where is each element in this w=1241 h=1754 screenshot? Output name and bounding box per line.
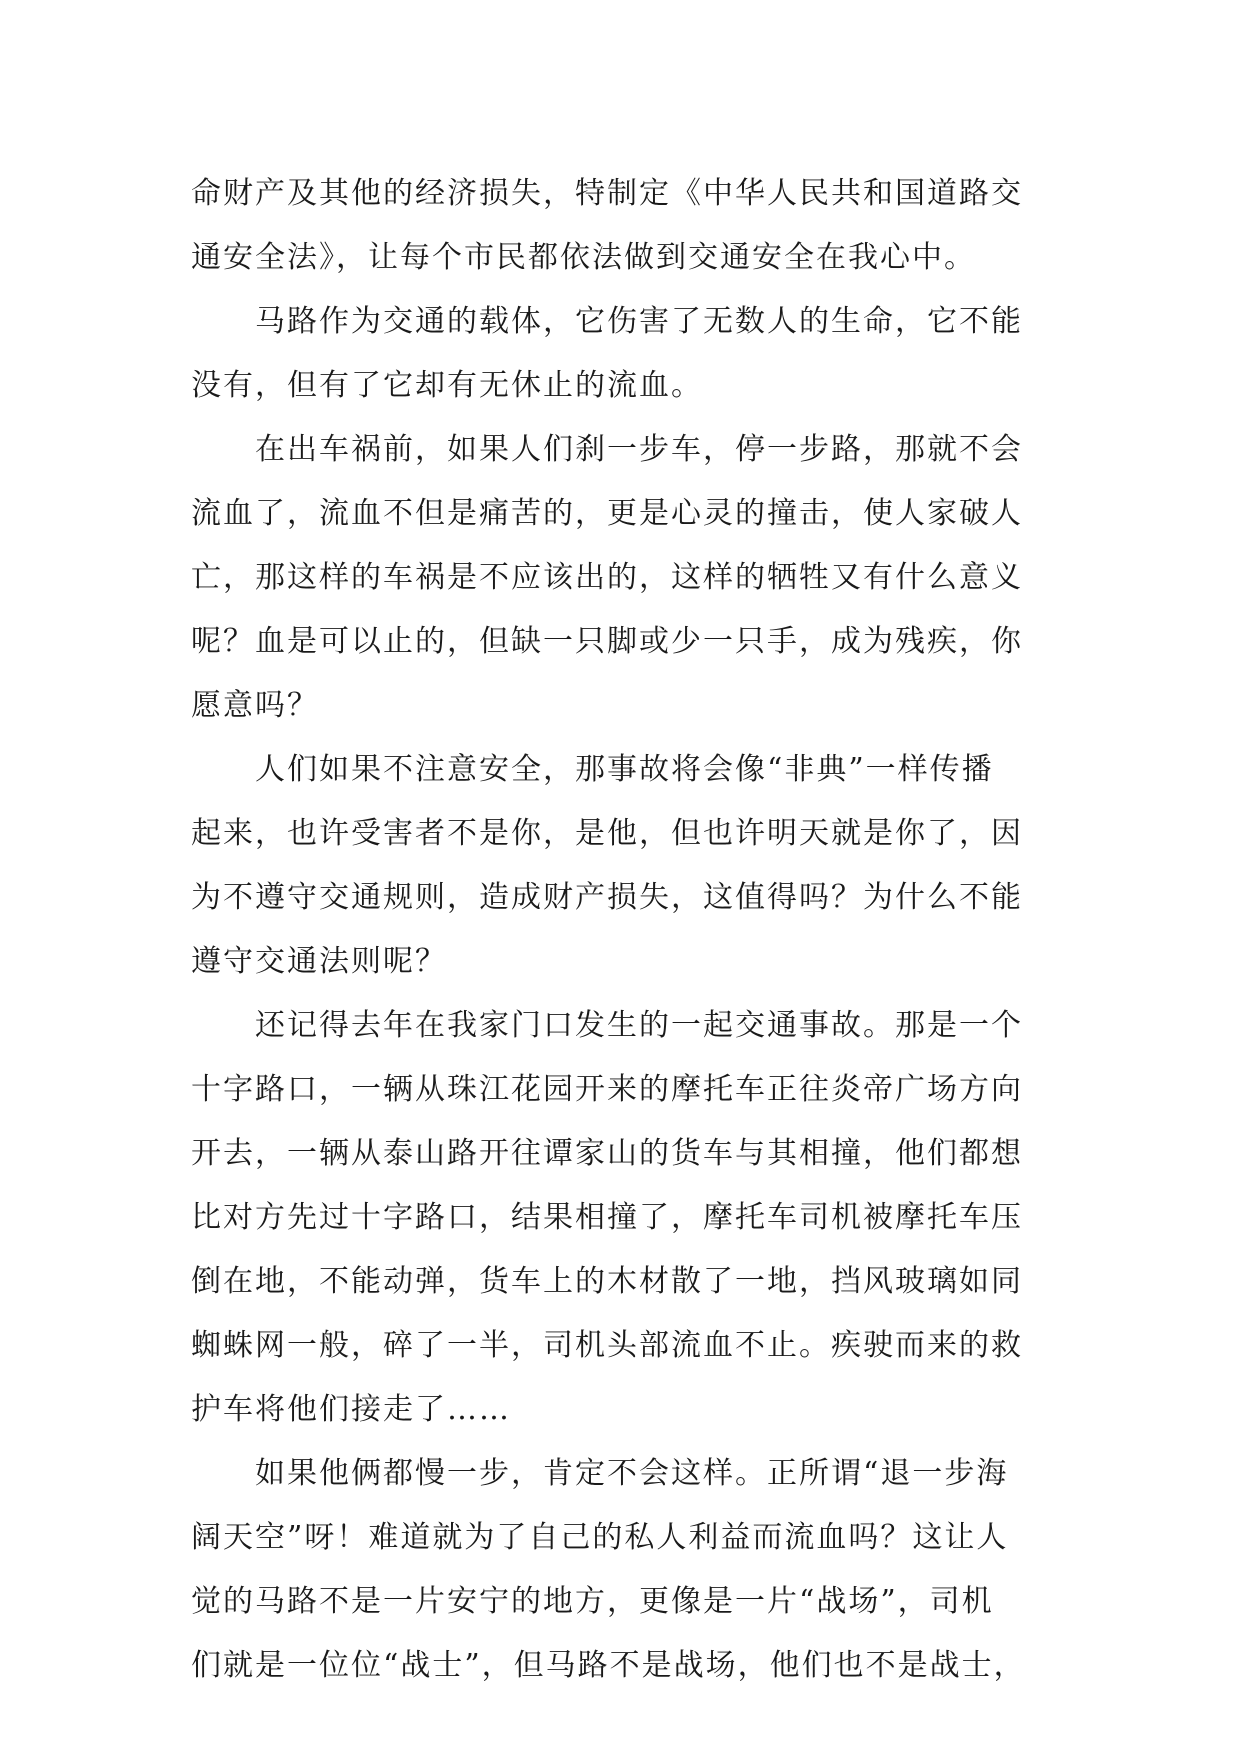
document-body-text <box>191 162 1051 1698</box>
text-line: 为不遵守交通规则，造成财产损失，这值得吗？为什么不能 <box>191 880 1023 915</box>
text-line: 命财产及其他的经济损失，特制定《中华人民共和国道路交 <box>191 176 1023 211</box>
text-line: 倒在地，不能动弹，货车上的木材散了一地，挡风玻璃如同 <box>191 1264 1023 1299</box>
text-line: 遵守交通法则呢？ <box>191 944 447 979</box>
text-line: 人们如果不注意安全，那事故将会像“非典”一样传播 <box>255 752 994 787</box>
text-line: 呢？血是可以止的，但缺一只脚或少一只手，成为残疾，你 <box>191 624 1023 659</box>
text-line: 起来，也许受害者不是你，是他，但也许明天就是你了，因 <box>191 816 1023 851</box>
text-line: 觉的马路不是一片安宁的地方，更像是一片“战场”，司机 <box>191 1584 994 1619</box>
text-line: 如果他俩都慢一步，肯定不会这样。正所谓“退一步海 <box>255 1456 1009 1491</box>
text-line: 阔天空”呀！难道就为了自己的私人利益而流血吗？这让人 <box>191 1520 1009 1555</box>
text-line: 流血了，流血不但是痛苦的，更是心灵的撞击，使人家破人 <box>191 496 1023 531</box>
text-line: 马路作为交通的载体，它伤害了无数人的生命，它不能 <box>255 304 1023 339</box>
text-line: 开去，一辆从泰山路开往谭家山的货车与其相撞，他们都想 <box>191 1136 1023 1171</box>
text-line: 护车将他们接走了…… <box>191 1392 511 1427</box>
text-line: 比对方先过十字路口，结果相撞了，摩托车司机被摩托车压 <box>191 1200 1023 1235</box>
text-line: 在出车祸前，如果人们刹一步车，停一步路，那就不会 <box>255 432 1023 467</box>
text-line: 十字路口，一辆从珠江花园开来的摩托车正往炎帝广场方向 <box>191 1072 1023 1107</box>
text-line: 蜘蛛网一般，碎了一半，司机头部流血不止。疾驶而来的救 <box>191 1328 1023 1363</box>
text-line: 还记得去年在我家门口发生的一起交通事故。那是一个 <box>255 1008 1023 1043</box>
text-line: 们就是一位位“战士”，但马路不是战场，他们也不是战士， <box>191 1648 1026 1683</box>
text-line: 通安全法》，让每个市民都依法做到交通安全在我心中。 <box>191 240 976 275</box>
text-line: 没有，但有了它却有无休止的流血。 <box>191 368 703 403</box>
text-line: 愿意吗？ <box>191 688 319 723</box>
text-line: 亡，那这样的车祸是不应该出的，这样的牺牲又有什么意义 <box>191 560 1023 595</box>
